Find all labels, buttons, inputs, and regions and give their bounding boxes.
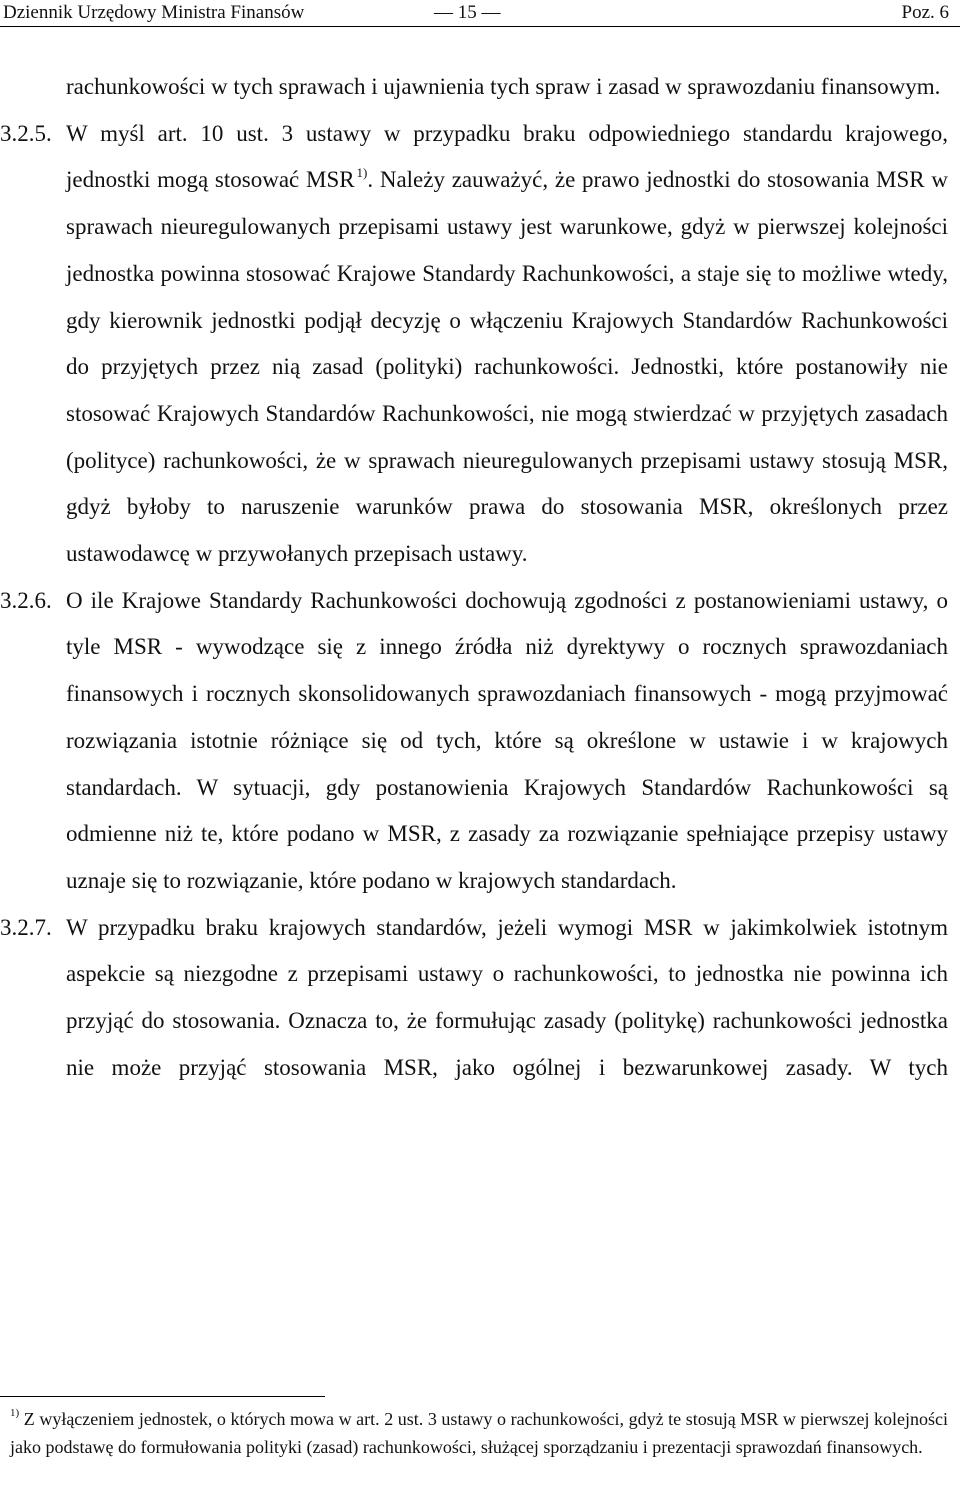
paragraph-number: 3.2.6. [0, 587, 52, 613]
document-body [0, 64, 948, 1091]
page-header [0, 0, 960, 27]
footnote-marker: 1) [10, 1407, 20, 1419]
footnote-text: Z wyłączeniem jednostek, o których mowa w art. 2 ust. 3 ustawy o rachunkowości, gdyż te stosują MSR w pierwszej kolejności jako podstawę do formułowania polityki (zasad) rachunkowości, służącej sporządzaniu i prezentacji sprawozdań finansowych. [10, 1409, 949, 1457]
paragraph-text: O ile Krajowe Standardy Rachunkowości dochowują zgodności z postanowieniami ustawy, o tyle MSR - wywodzące się z innego źródła niż dyrektywy o rocznych sprawozdaniach finansowych i rocznych skonsolidowanych sprawozdaniach finansowych - mogą przyjmować rozwiązania istotnie różniące się od tych, które są określone w ustawie i w krajowych standardach. W sytuacji, gdy postanowienia Krajowych Standardów Rachunkowości są odmienne niż te, które podano w MSR, z zasady za rozwiązanie spełniające przepisy ustawy uznaje się to rozwiązanie, które podano w krajowych standardach. [66, 587, 948, 893]
paragraph-text-continued: . Należy zauważyć, że prawo jednostki do stosowania MSR w sprawach nieuregulowanych przepisami ustawy jest warunkowe, gdyż w pierwszej kolejności jednostka powinna stosować Krajowe Standardy Rachunkowości, a staje się to możliwe wtedy, gdy kierownik jednostki podjął decyzję o włączeniu Krajowych Standardów Rachunkowości do przyjętych przez nią zasad (polityki) rachunkowości. Jednostki, które postanowiły nie stosować Krajowych Standardów Rachunkowości, nie mogą stwierdzać w przyjętych zasadach (polityce) rachunkowości, że w sprawach nieuregulowanych przepisami ustawy stosują MSR, gdyż byłoby to naruszenie warunków prawa do stosowania MSR, określonych przez ustawodawcę w przywołanych przepisach ustawy. [66, 167, 948, 567]
paragraph-text: W przypadku braku krajowych standardów, jeżeli wymogi MSR w jakimkolwiek istotnym aspekcie są niezgodne z przepisami ustawy o rachunkowości, to jednostka nie powinna ich przyjąć do stosowania. Oznacza to, że formułując zasady (politykę) rachunkowości jednostka nie może przyjąć stosowania MSR, jako ogólnej i bezwarunkowej zasady. W tych [66, 914, 948, 1080]
paragraph-continuation [66, 64, 948, 111]
paragraph-text: W myśl art. 10 ust. 3 ustawy w przypadku braku odpowiedniego standardu krajowego, jednostki mogą stosować MSR [66, 120, 948, 193]
paragraph-3-2-6 [0, 578, 948, 905]
paragraph-3-2-7 [0, 905, 948, 1092]
journal-title: Dziennik Urzędowy Ministra Finansów [3, 2, 305, 23]
footnote-separator [0, 1396, 325, 1397]
footnote-reference[interactable]: 1) [356, 164, 368, 180]
paragraph-3-2-5 [0, 111, 948, 578]
footnote [10, 1406, 948, 1461]
position-label: Poz. 6 [901, 2, 949, 23]
paragraph-number: 3.2.7. [0, 914, 52, 940]
page-number: — 15 — [434, 2, 501, 23]
paragraph-text: rachunkowości w tych sprawach i ujawnienia tych spraw i zasad w sprawozdaniu finansowym. [66, 74, 941, 99]
paragraph-number: 3.2.5. [0, 120, 52, 146]
